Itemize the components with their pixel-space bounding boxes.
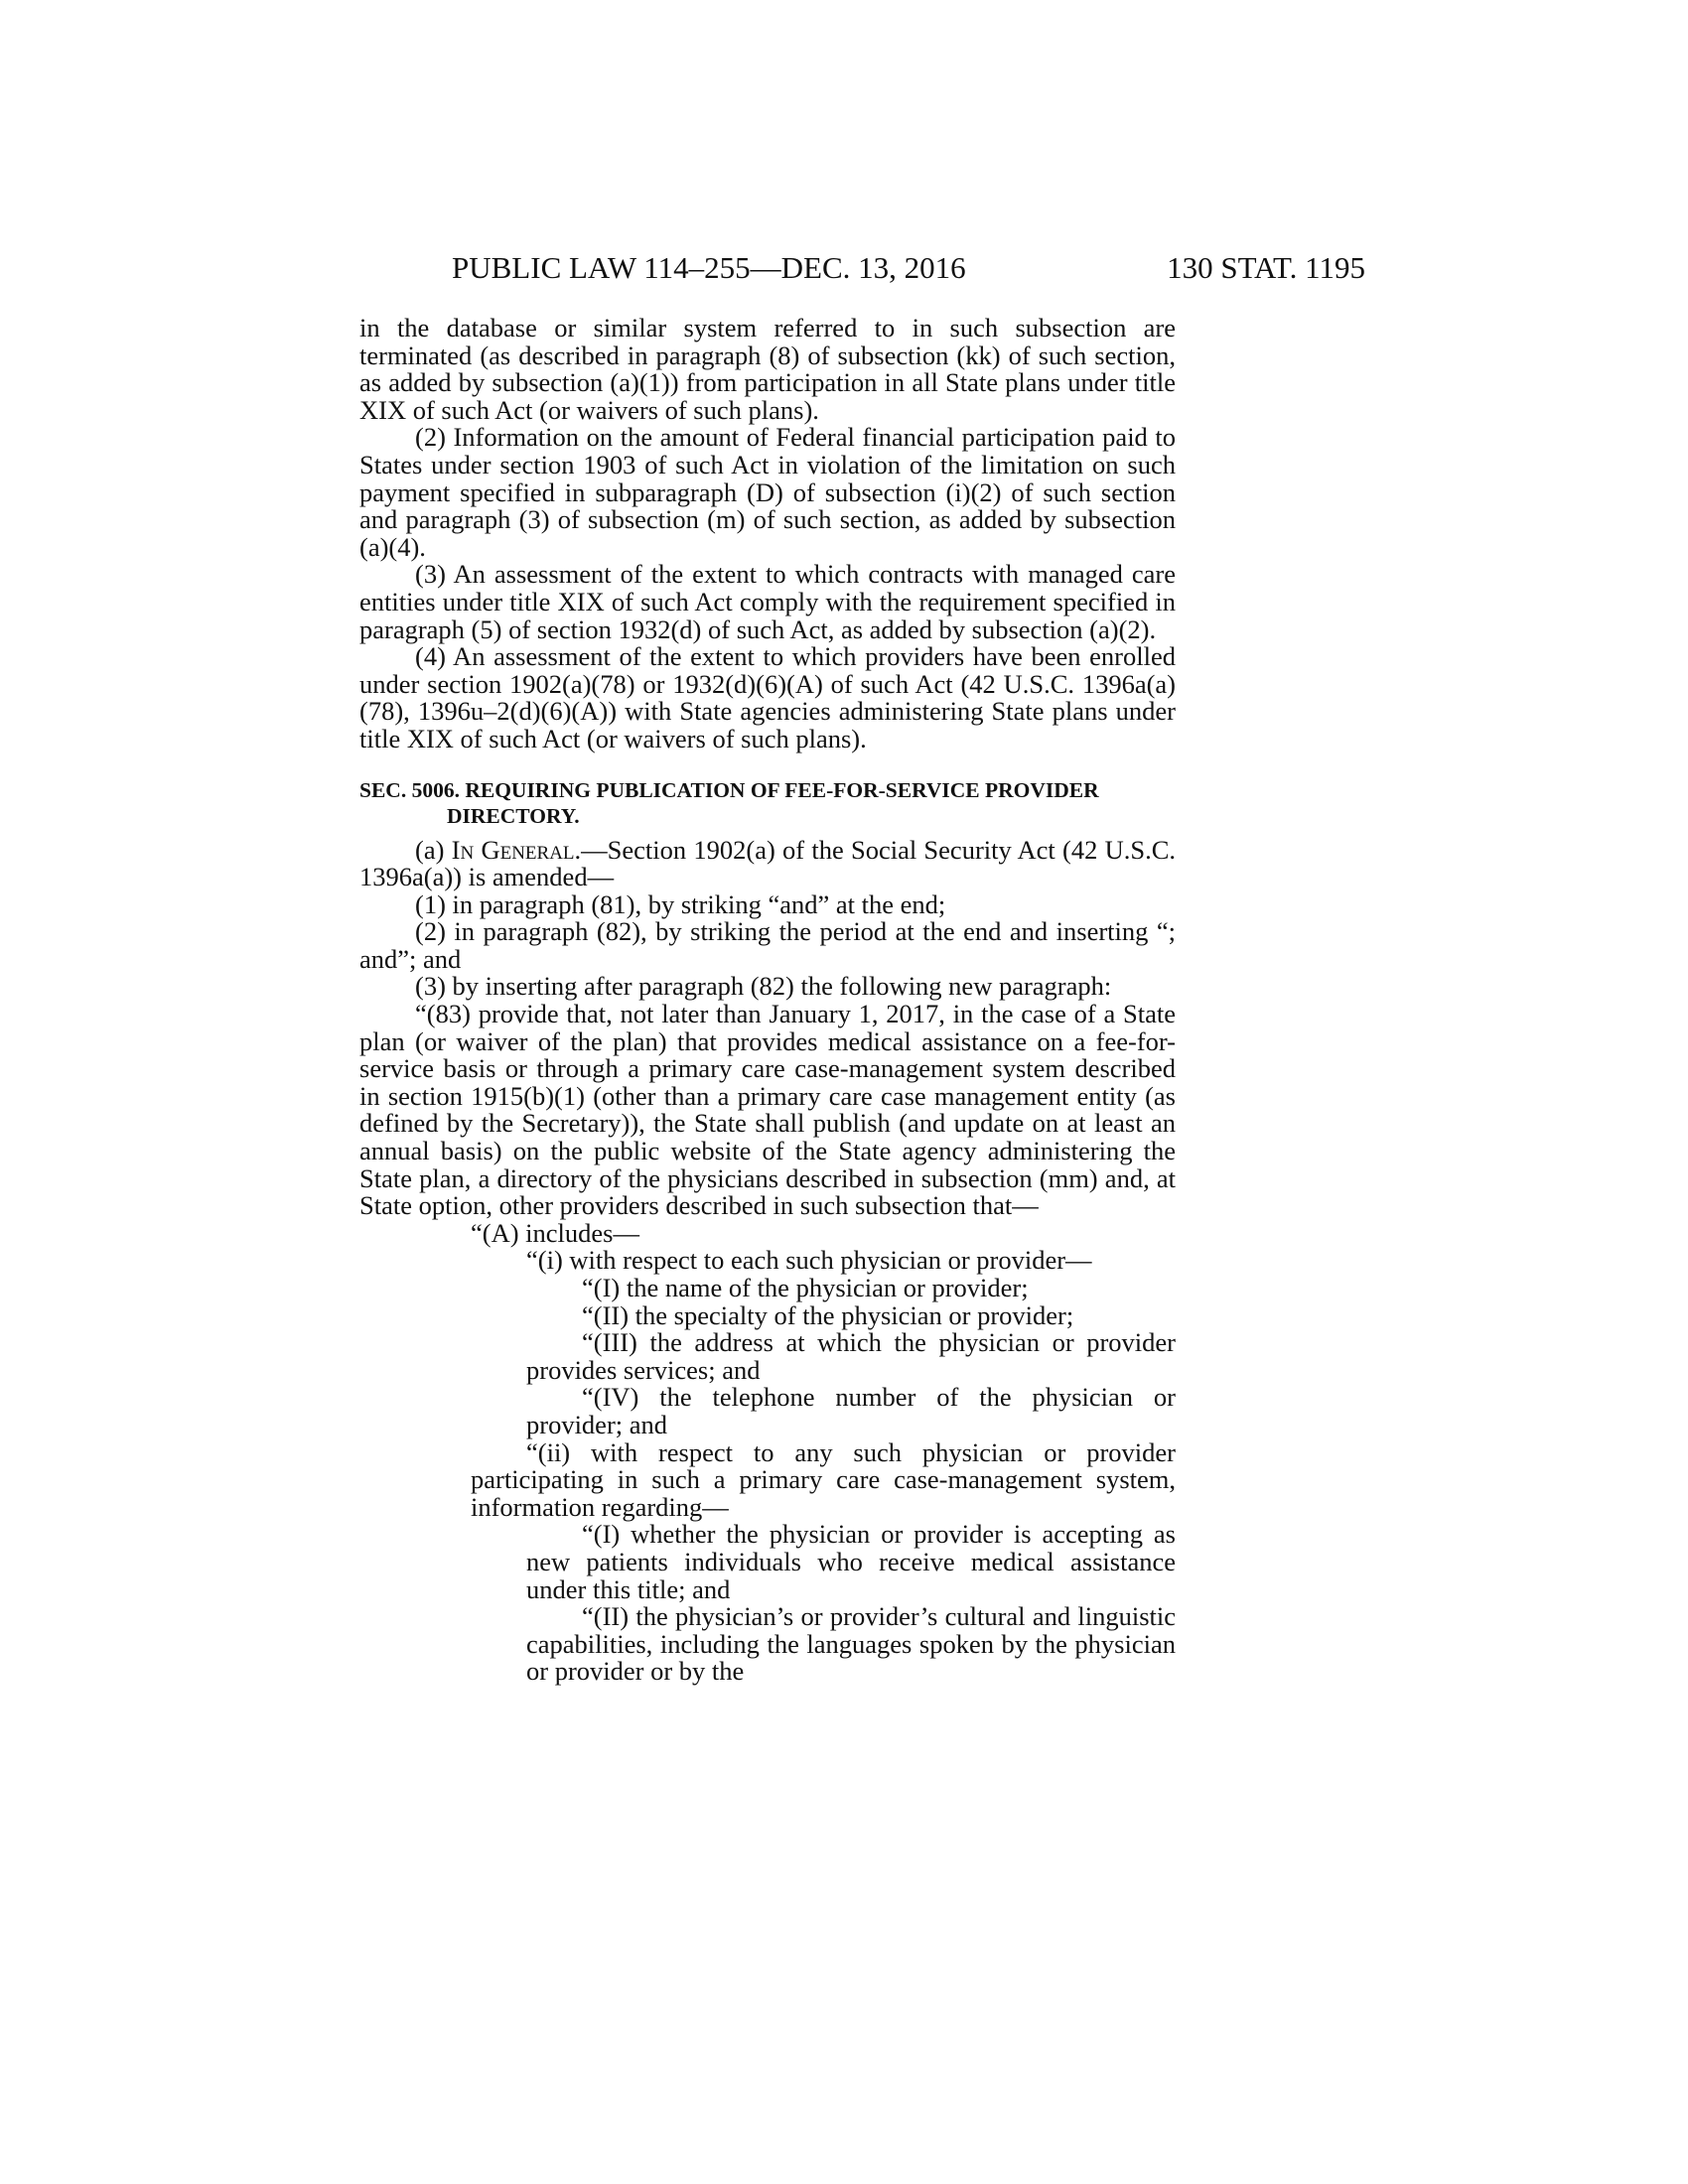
subclause-IV: “(IV) the telephone number of the physician or provider; and <box>526 1382 1176 1439</box>
section-heading <box>304 777 1231 829</box>
subsection-a-caption: In General <box>451 834 575 865</box>
amendment-item-3: (3) by inserting after paragraph (82) the following new paragraph: <box>415 971 1112 1002</box>
subclause-II: “(II) the specialty of the physician or provider; <box>582 1299 1074 1330</box>
subclause-III: “(III) the address at which the physician or provider provides services; and <box>526 1327 1176 1385</box>
subsection-a-label: (a) <box>415 834 445 865</box>
paragraph-2: (2) Information on the amount of Federal financial participation paid to States under section 1903 of such Act in violation of the limitation on such payment specified in subparagraph (D) of subsection (i)(2) of such section and paragraph (3) of subsection (m) of such section, as added by subsection (a)(4). <box>359 422 1176 562</box>
amendment-item-2: (2) in paragraph (82), by striking the period at the end and inserting “; and”; and <box>359 916 1176 974</box>
page-header <box>452 248 1365 288</box>
section-heading-line2: DIRECTORY. <box>447 803 580 828</box>
section-heading-line1: SEC. 5006. REQUIRING PUBLICATION OF FEE-FOR-SERVICE PROVIDER <box>359 777 1099 802</box>
subclause-I-ii: “(I) whether the physician or provider is accepting as new patients individuals who receive medical assistance under this title; and <box>526 1519 1176 1604</box>
subclause-I: “(I) the name of the physician or provider; <box>582 1273 1029 1302</box>
subsection-a-text: .—Section 1902(a) of the Social Security Act (42 U.S.C. 1396a(a)) is amended— <box>359 834 1177 892</box>
inserted-paragraph-83: “(83) provide that, not later than January 1, 2017, in the case of a State plan (or waiver of the plan) that provides medical assistance on a fee-for-service basis or through a primary care case-management system described in section 1915(b)(1) (other than a primary care case management entity (as defined by the Secretary)), the State shall publish (and update on at least an annual basis) on the public website of the State agency administering the State plan, a directory of the physicians described in subsection (mm) and, at State option, other providers described in such subsection that— <box>359 999 1176 1221</box>
amendment-item-1: (1) in paragraph (81), by striking “and” at the end; <box>415 888 946 919</box>
document-body <box>359 315 1176 1686</box>
clause-i: “(i) with respect to each such physician or provider— <box>526 1245 1092 1276</box>
paragraph-3: (3) An assessment of the extent to which contracts with managed care entities under title XIX of such Act comply with the requirement specified in paragraph (5) of section 1932(d) of such Act, as added by subsection (a)(2). <box>359 559 1176 644</box>
subsection-a <box>359 834 1177 892</box>
statute-page-citation: 130 STAT. 1195 <box>1167 250 1365 285</box>
running-head: PUBLIC LAW 114–255—DEC. 13, 2016 <box>452 250 966 285</box>
subclause-II-ii: “(II) the physician’s or provider’s cultural and linguistic capabilities, including the languages spoken by the physician or provider or by the <box>526 1601 1176 1687</box>
paragraph-4: (4) An assessment of the extent to which providers have been enrolled under section 1902(a)(78) or 1932(d)(6)(A) of such Act (42 U.S.C. 1396a(a)(78), 1396u–2(d)(6)(A)) with State agencies administering State plans under title XIX of such Act (or waivers of such plans). <box>359 641 1176 753</box>
continued-paragraph: in the database or similar system referred to in such subsection are terminated (as described in paragraph (8) of subsection (kk) of such section, as added by subsection (a)(1)) from participation in all State plans under title XIX of such Act (or waivers of such plans). <box>359 313 1176 425</box>
clause-ii: “(ii) with respect to any such physician or provider participating in such a primary care case-management system, information regarding— <box>471 1436 1176 1522</box>
subparagraph-A: “(A) includes— <box>471 1217 639 1248</box>
